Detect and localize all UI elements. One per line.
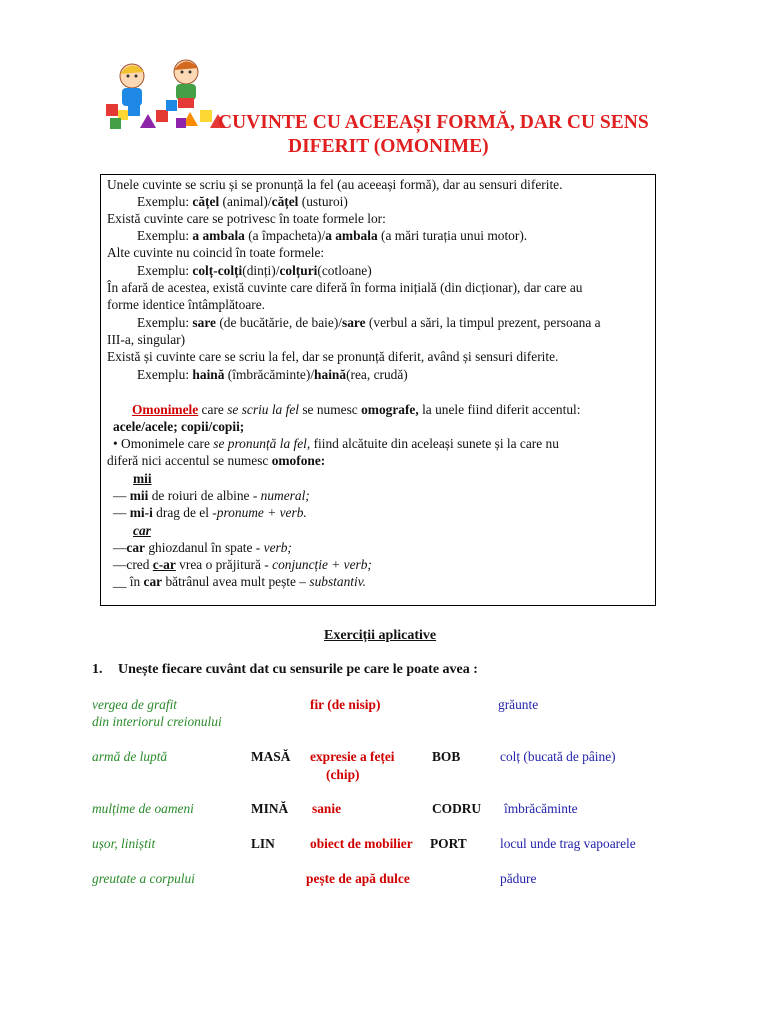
- meaning-item: (chip): [326, 767, 360, 782]
- example-word: cățel: [271, 194, 299, 209]
- rule-p5-example: [137, 367, 408, 383]
- text: verb;: [263, 540, 292, 555]
- kids-blocks-clipart: [104, 56, 232, 132]
- text: diferă nici accentul se numesc: [107, 453, 272, 468]
- example-meaning: (a împacheta)/: [244, 228, 326, 243]
- meaning-item: armă de luptă: [92, 749, 168, 764]
- text: ghiozdanul în spate -: [144, 540, 264, 555]
- text: drag de el -: [152, 505, 217, 520]
- text: se pronunță la fel,: [213, 436, 311, 451]
- omofone-definition-line2: [107, 453, 325, 469]
- text: se numesc: [298, 402, 362, 417]
- dash: __: [113, 574, 130, 589]
- example-word: car: [143, 574, 163, 589]
- rule-p4-line2: forme identice întâmplătoare.: [107, 297, 266, 312]
- rule-p3-example: [137, 263, 372, 279]
- example-word: haină: [314, 367, 347, 382]
- target-word: CODRU: [432, 801, 482, 816]
- example-meaning: (dinți)/: [242, 263, 280, 278]
- exercises-heading: Exerciții aplicative: [324, 628, 437, 643]
- rule-p1-example: [137, 194, 348, 210]
- meaning-item: sanie: [312, 801, 342, 816]
- target-word: MINĂ: [251, 801, 289, 816]
- meaning-item: pește de apă dulce: [306, 871, 410, 886]
- example-meaning: (animal)/: [219, 194, 272, 209]
- dash: —: [113, 488, 130, 503]
- target-word: PORT: [430, 836, 467, 851]
- rule-p4-example-line2: III-a, singular): [107, 332, 186, 347]
- example-meaning: (usturoi): [298, 194, 348, 209]
- omofone-definition: [113, 436, 559, 452]
- exercise-1-text: Unește fiecare cuvânt dat cu sensurile pe care le poate avea :: [118, 662, 478, 677]
- example-word: sare: [192, 315, 216, 330]
- text: bătrânul avea mult pește –: [162, 574, 310, 589]
- omonime-term: Omonimele: [132, 402, 199, 417]
- meaning-item: locul unde trag vapoarele: [500, 836, 636, 851]
- rule-p2: Există cuvinte care se potrivesc în toate formele lor:: [107, 211, 386, 226]
- target-word: BOB: [432, 749, 461, 764]
- meaning-item: mulțime de oameni: [92, 801, 194, 816]
- omografe-definition: [132, 402, 580, 418]
- target-word: LIN: [251, 836, 275, 851]
- meaning-item: greutate a corpului: [92, 871, 195, 886]
- text: conjuncție + verb;: [272, 557, 372, 572]
- example-prefix: Exemplu:: [137, 367, 193, 382]
- car-example-3: [113, 574, 366, 590]
- meaning-item: colț (bucată de pâine): [500, 749, 616, 764]
- rule-p1: Unele cuvinte se scriu și se pronunță la fel (au aceeași formă), dar au sensuri diferite.: [107, 177, 563, 192]
- meaning-item: obiect de mobilier: [310, 836, 413, 851]
- dash: —: [113, 557, 127, 572]
- text: de roiuri de albine -: [148, 488, 261, 503]
- rule-p4-example: [137, 315, 601, 331]
- car-heading: car: [133, 523, 151, 538]
- text: care: [198, 402, 228, 417]
- rule-p5: Există și cuvinte care se scriu la fel, dar se pronunță diferit, având și sensuri diferite.: [107, 349, 559, 364]
- rule-p4-line1: În afară de acestea, există cuvinte care diferă în forma inițială (din dicționar), dar care au: [107, 280, 583, 295]
- bullet: •: [113, 436, 118, 451]
- rule-p2-example: [137, 228, 527, 244]
- text: substantiv.: [309, 574, 367, 589]
- example-word: car: [126, 540, 145, 555]
- text: în: [129, 574, 144, 589]
- dash: —: [113, 540, 127, 555]
- text: se scriu la fel: [227, 402, 299, 417]
- example-word: colțuri: [279, 263, 318, 278]
- mii-example-2: [113, 505, 307, 521]
- example-prefix: Exemplu:: [137, 194, 193, 209]
- page-title-line1: CUVINTE CU ACEEAȘI FORMĂ, DAR CU SENS: [218, 112, 649, 133]
- example-prefix: Exemplu:: [137, 263, 193, 278]
- meaning-item: fir (de nisip): [310, 697, 381, 712]
- rules-box: [100, 174, 656, 606]
- example-word: a ambala: [192, 228, 245, 243]
- exercise-1-number: 1.: [92, 662, 103, 677]
- text: pronume + verb.: [216, 505, 307, 520]
- example-meaning: (cotloane): [317, 263, 372, 278]
- example-prefix: Exemplu:: [137, 315, 193, 330]
- omografe-term: omografe,: [361, 402, 419, 417]
- text: cred: [126, 557, 153, 572]
- example-meaning: (îmbrăcăminte)/: [224, 367, 315, 382]
- example-word: a ambala: [325, 228, 378, 243]
- text: fiind alcătuite din aceleași sunete și la care nu: [310, 436, 559, 451]
- example-word: sare: [342, 315, 366, 330]
- example-word: haină: [192, 367, 225, 382]
- meaning-item: vergea de grafit: [92, 697, 178, 712]
- example-meaning: (de bucătărie, de baie)/: [215, 315, 343, 330]
- meaning-item: expresie a feței: [310, 749, 395, 764]
- omografe-examples: acele/acele; copii/copii;: [113, 419, 245, 434]
- example-word: mii: [129, 488, 149, 503]
- car-example-2: [113, 557, 372, 573]
- car-example-1: [113, 540, 292, 556]
- meaning-item: ușor, liniștit: [92, 836, 156, 851]
- example-word: colț-colți: [192, 263, 243, 278]
- example-word: mi-i: [129, 505, 153, 520]
- meaning-item: îmbrăcăminte: [504, 801, 578, 816]
- example-prefix: Exemplu:: [137, 228, 193, 243]
- text: numeral;: [260, 488, 310, 503]
- mii-heading: mii: [133, 471, 152, 486]
- example-word: c-ar: [152, 557, 176, 572]
- meaning-item: grăunte: [498, 697, 539, 712]
- target-word: MASĂ: [251, 749, 291, 764]
- meaning-item: din interiorul creionului: [92, 714, 222, 729]
- example-meaning: (rea, crudă): [346, 367, 408, 382]
- omofone-term: omofone:: [271, 453, 326, 468]
- text: Omonimele care: [117, 436, 214, 451]
- meaning-item: pădure: [500, 871, 537, 886]
- example-meaning: (a mări turația unui motor).: [377, 228, 528, 243]
- rule-p3: Alte cuvinte nu coincid în toate formele:: [107, 245, 325, 260]
- example-word: cățel: [192, 194, 220, 209]
- dash: —: [113, 505, 130, 520]
- text: la unele fiind diferit accentul:: [418, 402, 581, 417]
- mii-example-1: [113, 488, 310, 504]
- example-meaning: (verbul a sări, la timpul prezent, persoana a: [365, 315, 601, 330]
- text: vrea o prăjitură -: [175, 557, 273, 572]
- page-title-line2: DIFERIT (OMONIME): [288, 136, 489, 157]
